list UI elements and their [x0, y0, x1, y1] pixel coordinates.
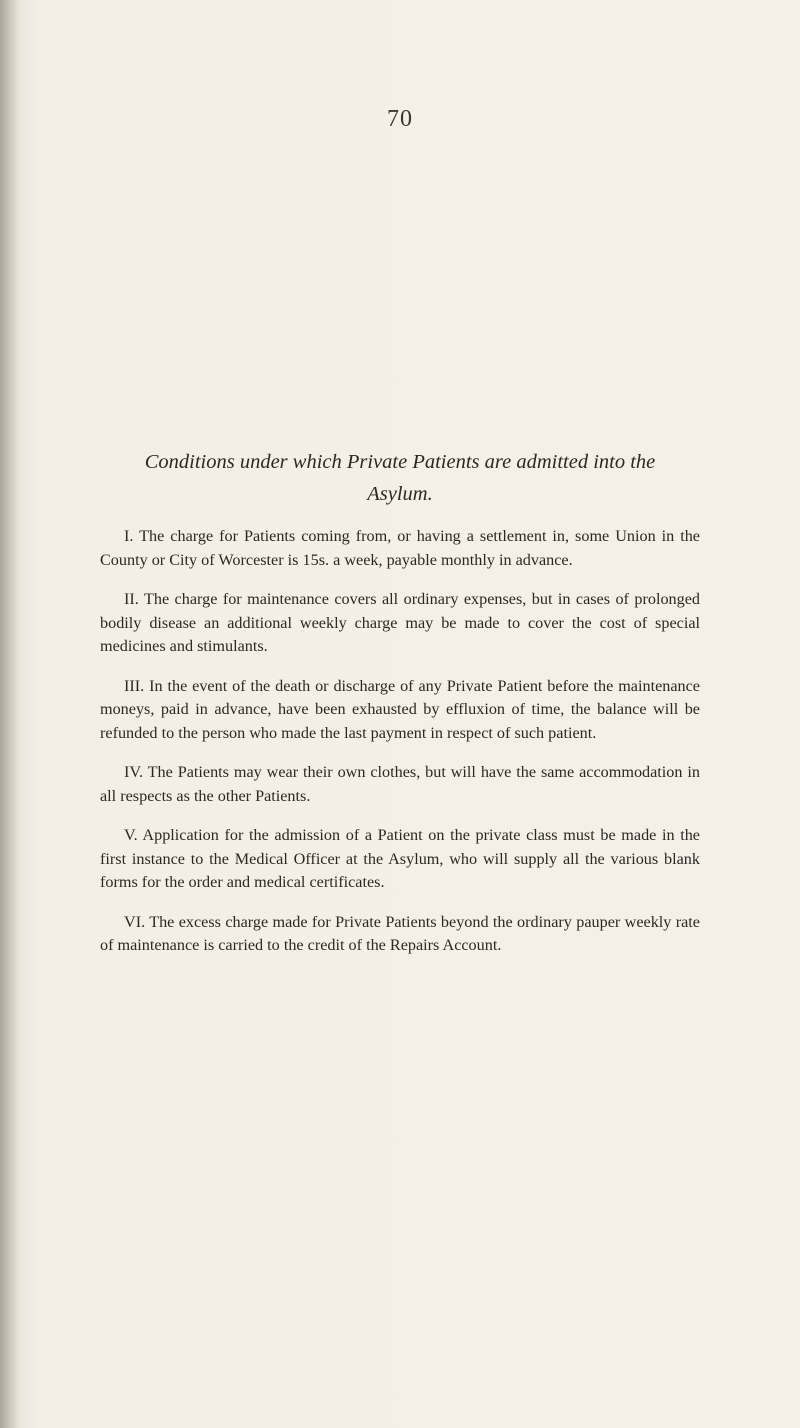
conditions-list	[100, 525, 700, 974]
paragraph-numeral: III.	[124, 676, 145, 695]
heading-line-1: Conditions under which Private Patients are admitted into the	[144, 451, 656, 473]
paragraph-text: The charge for maintenance covers all ordinary expenses, but in cases of prolonged bodily disease an additional weekly charge may be made to cover the cost of special medicines and stimulants.	[100, 590, 700, 655]
paragraph-numeral: II.	[124, 590, 139, 608]
condition-paragraph	[100, 824, 700, 895]
paragraph-numeral: IV.	[124, 763, 144, 781]
paragraph-text: The charge for Patients coming from, or having a settlement in, some Union in the County or City of Worcester is 15s. a week, payable monthly in advance.	[100, 527, 700, 569]
condition-paragraph	[100, 525, 700, 572]
paragraph-text: In the event of the death or discharge of any Private Patient before the maintenance moneys, paid in advance, have been exhausted by effluxion of time, the balance will be refunded to the person who made the last payment in respect of such patient.	[100, 676, 700, 742]
condition-paragraph	[100, 588, 700, 659]
paragraph-text: Application for the admission of a Patient on the private class must be made in the first instance to the Medical Officer at the Asylum, who will supply all the various blank forms for the order and medical certificates.	[100, 826, 700, 891]
condition-paragraph	[100, 675, 700, 746]
binding-shadow	[0, 0, 18, 1428]
condition-paragraph	[100, 761, 700, 808]
condition-paragraph	[100, 911, 700, 958]
paragraph-numeral: V.	[124, 826, 138, 844]
heading-line-2: Asylum.	[367, 483, 433, 505]
paragraph-text: The excess charge made for Private Patients beyond the ordinary pauper weekly rate of maintenance is carried to the credit of the Repairs Account.	[100, 912, 700, 954]
page-number: 70	[387, 106, 413, 132]
paragraph-numeral: I.	[124, 527, 134, 545]
paragraph-text: The Patients may wear their own clothes, but will have the same accommodation in all respects as the other Patients.	[100, 763, 700, 805]
section-heading	[100, 446, 700, 510]
paragraph-numeral: VI.	[124, 912, 146, 931]
